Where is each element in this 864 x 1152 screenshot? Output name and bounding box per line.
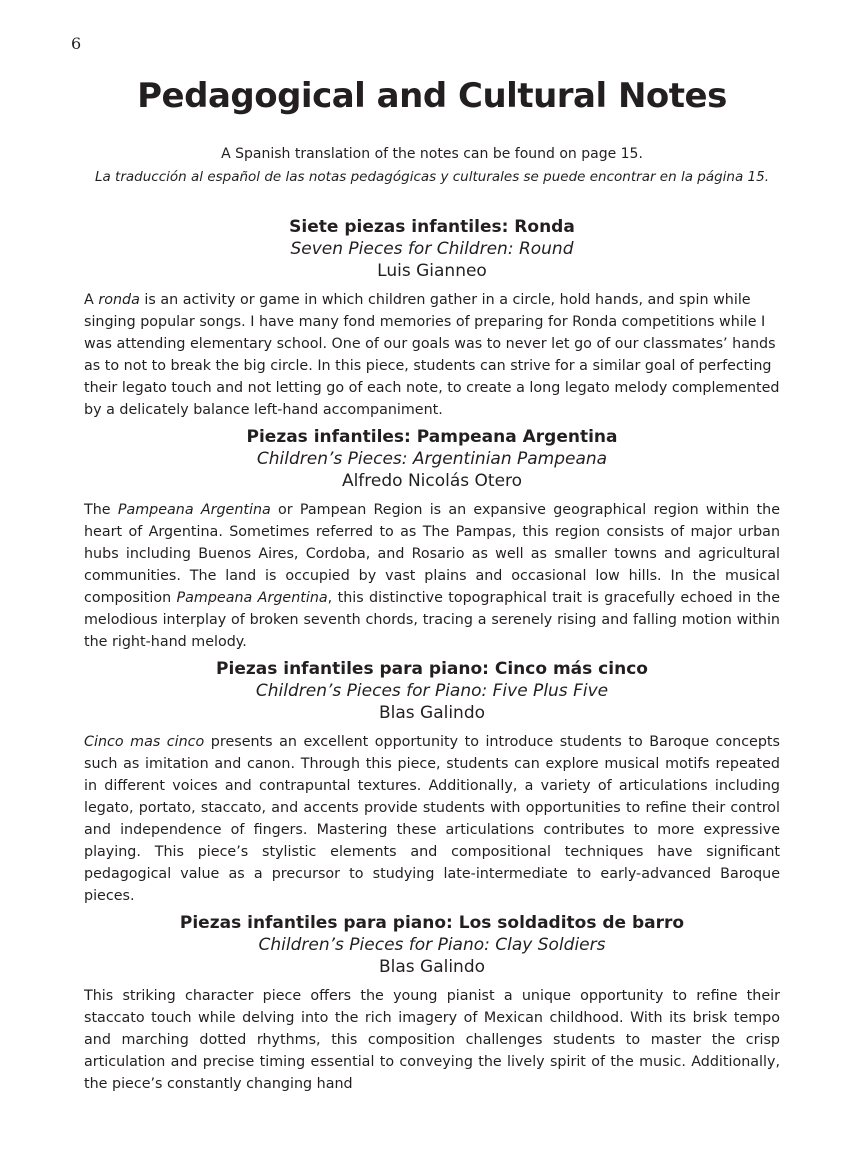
section-title: Piezas infantiles para piano: Los soldaditos de barro <box>179 913 685 933</box>
body-emphasis: Pampeana Argentina <box>176 590 328 606</box>
body-lead: A <box>84 292 99 308</box>
section-soldaditos <box>84 912 780 1095</box>
section-title: Piezas infantiles: Pampeana Argentina <box>246 427 618 447</box>
section-body: This striking character piece offers the young pianist a unique opportunity to refine their staccato touch while delving into the rich imagery of Mexican childhood. With its brisk tempo and marching dotted rhythms, this composition challenges students to master the crisp articulation and precise timing essential to conveying the lively spirit of the music. Additionally, the piece’s constantly changing hand <box>84 988 780 1092</box>
section-title: Siete piezas infantiles: Ronda <box>289 217 575 237</box>
body-lead: The <box>84 502 118 518</box>
section-body <box>84 289 780 421</box>
section-composer: Blas Galindo <box>378 957 486 977</box>
section-subtitle: Seven Pieces for Children: Round <box>290 239 574 259</box>
section-composer: Alfredo Nicolás Otero <box>341 471 523 491</box>
section-body <box>84 499 780 653</box>
intro-spanish: La traducción al español de las notas pedagógicas y culturales se puede encontrar en la página 15. <box>94 169 770 185</box>
intro-english: A Spanish translation of the notes can be found on page 15. <box>221 146 643 162</box>
body-text: presents an excellent opportunity to introduce students to Baroque concepts such as imitation and canon. Through this piece, students can explore musical motifs repeated in different voices and contrapuntal textures. Additionally, a variety of articulations including legato, portato, staccato, and accents provide students with opportunities to refine their control and independence of fingers. Mastering these articulations contributes to more expressive playing. This piece’s stylistic elements and compositional techniques have significant pedagogical value as a precursor to studying late-intermediate to early-advanced Baroque pieces. <box>84 734 780 904</box>
section-body <box>84 731 780 907</box>
section-ronda <box>84 216 780 421</box>
body-emphasis: Cinco mas cinco <box>84 734 205 750</box>
section-subtitle: Children’s Pieces for Piano: Five Plus Five <box>255 681 609 701</box>
body-text: or Pampean Region is an expansive geographical region within the heart of Argentina. Sometimes referred to as The Pampas, this region consists of major urban hubs including Buenos Aires, Cordoba, and Rosario as well as smaller towns and agricultural communities. The land is occupied by vast plains and occasional low hills. In the musical composition <box>84 502 780 606</box>
section-composer: Luis Gianneo <box>377 261 487 281</box>
section-cinco-mas-cinco <box>84 658 780 907</box>
section-subtitle: Children’s Pieces: Argentinian Pampeana <box>256 449 608 469</box>
section-pampeana <box>84 426 780 653</box>
body-emphasis: Pampeana Argentina <box>117 502 271 518</box>
body-text: , this distinctive topographical trait is gracefully echoed in the melodious interplay of broken seventh chords, tracing a serenely rising and falling motion within the right-hand melody. <box>84 590 780 650</box>
body-text: is an activity or game in which children gather in a circle, hold hands, and spin while singing popular songs. I have many fond memories of preparing for Ronda competitions while I was attending elementary school. One of our goals was to never let go of our classmates’ hands as to not to break the big circle. In this piece, students can strive for a similar goal of perfecting their legato touch and not letting go of each note, to create a long legato melody complemented by a delicately balance left-hand accompaniment. <box>84 292 780 418</box>
section-title: Piezas infantiles para piano: Cinco más cinco <box>216 659 648 679</box>
page-number: 6 <box>71 34 82 53</box>
section-composer: Blas Galindo <box>378 703 486 723</box>
section-subtitle: Children’s Pieces for Piano: Clay Soldiers <box>258 935 606 955</box>
body-emphasis: ronda <box>98 292 140 308</box>
page-title: Pedagogical and Cultural Notes <box>137 76 727 116</box>
